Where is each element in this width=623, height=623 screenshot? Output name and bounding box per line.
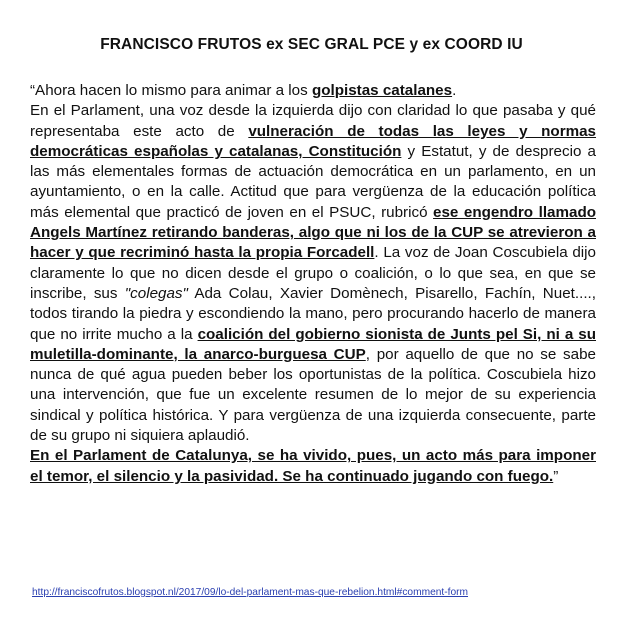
document-title: FRANCISCO FRUTOS ex SEC GRAL PCE y ex COORD IU	[100, 36, 523, 53]
paragraph-3	[30, 446, 596, 487]
p2-text-g: Ada Colau, Xavier Domènech, Pisarello, Fachín, Nuet...., todos tirando la piedra y escondiendo la mano, pero procurando hacerlo de manera que no irrite mucho a la	[30, 284, 596, 343]
p1-text-a: “Ahora hacen lo mismo para animar a los	[30, 82, 312, 99]
p2-highlight-vulneracion: vulneración de todas las leyes y normas democráticas españolas y catalanas, Constitución	[30, 122, 597, 160]
p3-highlight-conclusion: En el Parlament de Catalunya, se ha vivido, pues, un acto más para imponer el temor, el silencio y la pasividad. Se ha continuado jugando con fuego.	[30, 447, 596, 485]
p2-highlight-engendro: ese engendro llamado Angels Martínez retirando banderas, algo que ni los de la CUP se atrevieron a hacer y que recriminó hasta la propia Forcadell	[30, 203, 596, 262]
paragraph-2	[30, 101, 596, 446]
p1-highlight-golpistas: golpistas catalanes	[311, 82, 453, 99]
p2-text-c: y Estatut, y de desprecio a las más elementales formas de actuación democrática en un parlamento, en un ayuntamiento, o en la calle. Actitud que para vergüenza de la educación política más elemental que practicó de joven en el PSUC, rubricó	[30, 142, 596, 221]
p1-text-c: .	[452, 82, 457, 99]
p2-highlight-coalicion: coalición del gobierno sionista de Junts pel Si, ni a su muletilla-dominante, la anarco-burguesa CUP	[30, 325, 596, 363]
p2-italic-colegas: "colegas"	[124, 284, 188, 302]
paragraph-1	[30, 81, 596, 101]
source-link[interactable]: http://franciscofrutos.blogspot.nl/2017/09/lo-del-parlament-mas-que-rebelion.html#comment-form	[32, 587, 469, 598]
quote-body	[30, 81, 596, 487]
p2-text-i: , por aquello de que no se sabe nunca de qué agua pueden beber los oportunistas de la política. Coscubiela hizo una intervención, que fue un excelente resumen de lo mejor de su experiencia sindical y política histórica. Y para vergüenza de una izquierda consecuente, parte de su grupo ni siquiera aplaudió.	[30, 345, 596, 445]
p2-text-e: . La voz de Joan Coscubiela dijo claramente lo que no dicen desde el grupo o coalición, o lo que sea, en que se inscribe, sus	[30, 244, 596, 302]
p3-closing-quote: ”	[553, 467, 559, 485]
p2-text-a: En el Parlament, una voz desde la izquierda dijo con claridad lo que pasaba y qué representaba este acto de	[30, 102, 596, 140]
